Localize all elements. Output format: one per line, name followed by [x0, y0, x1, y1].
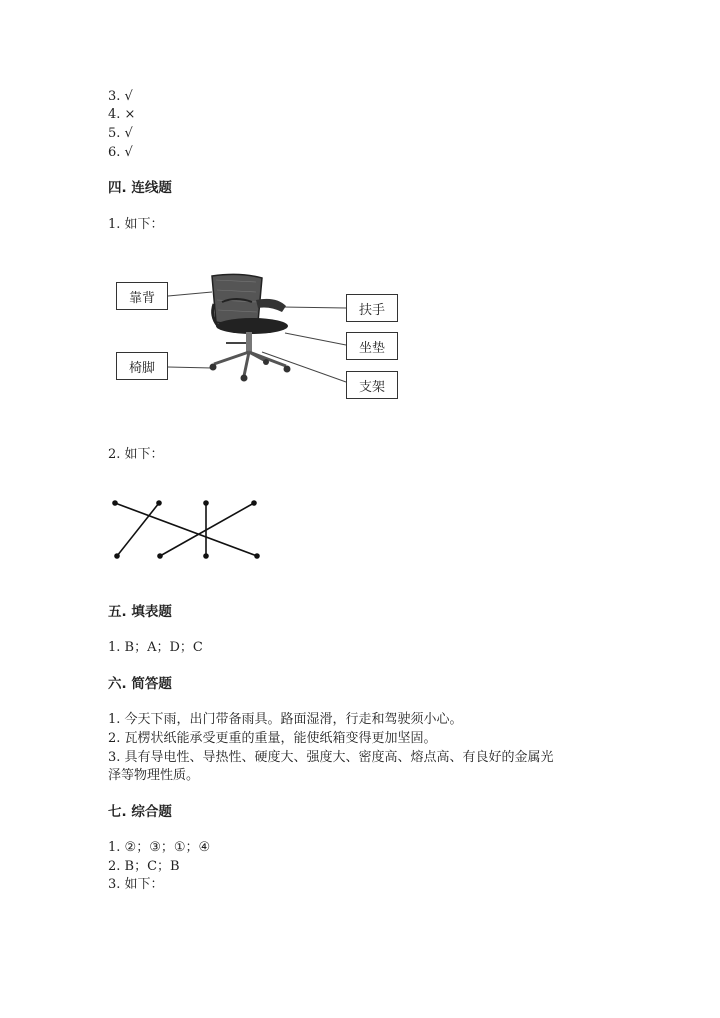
- label-box-armrest: 扶手: [346, 294, 398, 322]
- section-5-title: 五. 填表题: [108, 604, 172, 620]
- answer-6: 6. √: [108, 145, 133, 160]
- section-4-title: 四. 连线题: [108, 180, 172, 196]
- section-7-line-2: 2. B；C；B: [108, 859, 180, 874]
- label-box-backrest: 靠背: [116, 282, 168, 310]
- section-6-title: 六. 简答题: [108, 676, 172, 692]
- section-5-answer: 1. B；A；D；C: [108, 640, 203, 655]
- label-box-chair-leg: 椅脚: [116, 352, 168, 380]
- label-box-stand: 支架: [346, 371, 398, 399]
- answer-3: 3. √: [108, 89, 133, 104]
- label-box-seat: 坐垫: [346, 332, 398, 360]
- section-6-line-2: 2. 瓦楞状纸能承受更重的重量，能使纸箱变得更加坚固。: [108, 731, 437, 746]
- answer-5: 5. √: [108, 126, 133, 141]
- section-4-q2-label: 2. 如下：: [108, 447, 164, 462]
- section-7-line-1: 1. ②；③；①；④: [108, 840, 211, 855]
- answer-4: 4. ×: [108, 107, 136, 122]
- section-7-line-3: 3. 如下：: [108, 877, 164, 892]
- section-4-q1-label: 1. 如下：: [108, 217, 164, 232]
- section-6-line-1: 1. 今天下雨，出门带备雨具。路面湿滑，行走和驾驶须小心。: [108, 712, 463, 727]
- section-7-title: 七. 综合题: [108, 804, 172, 820]
- section-6-line-3: 3. 具有导电性、导热性、硬度大、强度大、密度高、熔点高、有良好的金属光: [108, 750, 554, 765]
- section-6-line-4: 泽等物理性质。: [108, 768, 200, 783]
